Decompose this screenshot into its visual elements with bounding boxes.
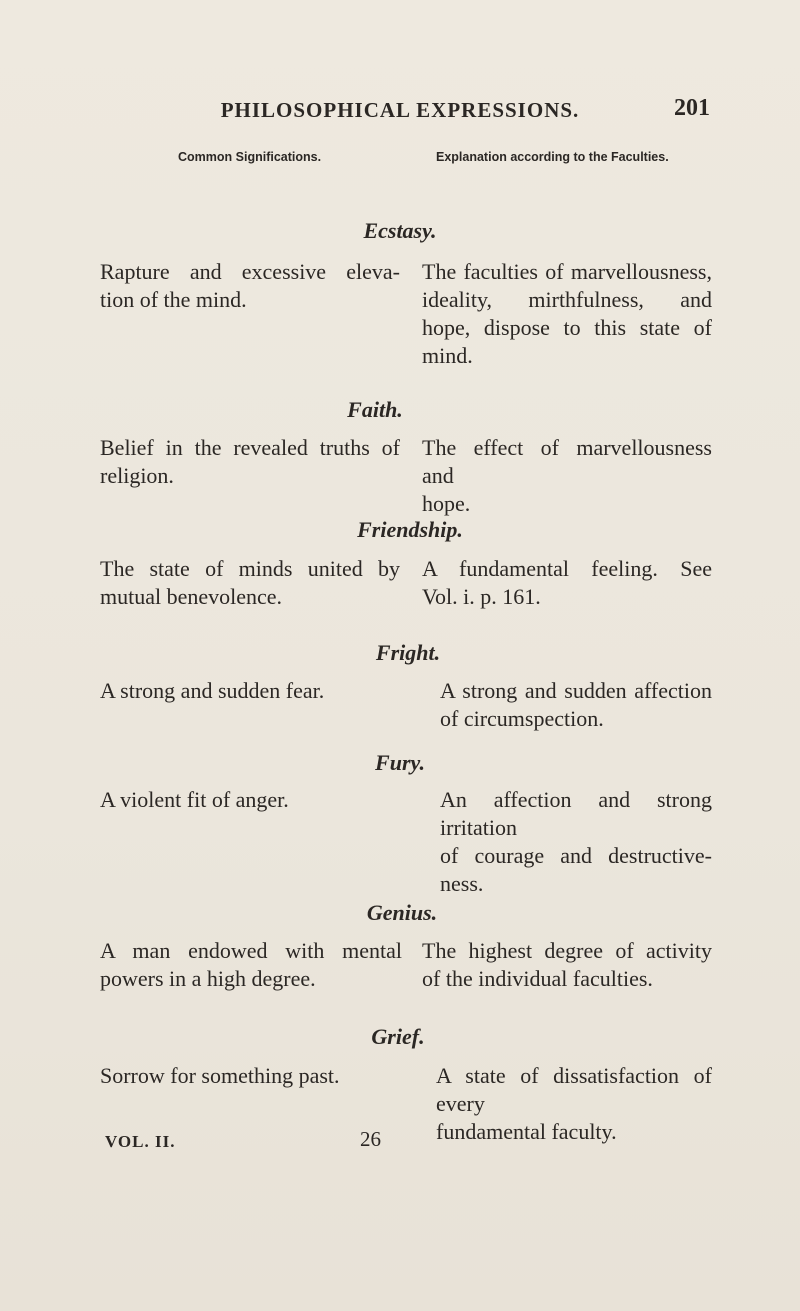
text-line: A fundamental feeling. See (422, 556, 712, 581)
text-line: powers in a high degree. (100, 966, 316, 991)
text-line: mutual benevolence. (100, 584, 283, 609)
text-line: mind. (422, 343, 473, 368)
text-line: Belief in the revealed truths of (100, 435, 400, 460)
text-line: Sorrow for something past. (100, 1063, 340, 1088)
common-signification (100, 786, 400, 814)
text-line: ness. (440, 871, 484, 896)
text-line: hope, dispose to this state of (422, 315, 712, 340)
text-line: A strong and sudden fear. (100, 678, 325, 703)
text-line: An affection and strong irritation (440, 787, 712, 840)
text-line: tion of the mind. (100, 287, 247, 312)
faculty-explanation (422, 434, 712, 518)
common-signification (100, 937, 402, 993)
column-heading-explanation: Explanation according to the Faculties. (436, 150, 669, 164)
common-signification (100, 434, 400, 490)
text-line: The state of minds united by (100, 556, 400, 581)
text-line: A man endowed with mental (100, 938, 402, 963)
text-line: of circumspection. (440, 706, 604, 731)
text-line: religion. (100, 463, 174, 488)
text-line: ideality, mirthfulness, and (422, 287, 712, 312)
term-heading: Fright. (375, 640, 441, 665)
text-line: Vol. i. p. 161. (422, 584, 541, 609)
text-line: hope. (422, 491, 471, 516)
text-line: of courage and destructive- (440, 843, 712, 868)
column-heading-common: Common Significations. (178, 150, 322, 164)
term-heading: Genius. (366, 900, 438, 925)
term-heading: Ecstasy. (363, 218, 437, 243)
common-signification (100, 258, 400, 314)
term-heading: Fury. (375, 750, 425, 775)
common-signification (100, 555, 400, 611)
term-heading: Faith. (347, 397, 403, 422)
text-line: A violent fit of anger. (100, 787, 289, 812)
common-signification (100, 1062, 400, 1090)
text-line: Rapture and excessive eleva- (100, 259, 400, 284)
faculty-explanation (422, 937, 712, 993)
text-line: The highest degree of activity (422, 938, 712, 963)
text-line: of the individual faculties. (422, 966, 653, 991)
running-title: PHILOSOPHICAL EXPRESSIONS. (220, 98, 580, 122)
faculty-explanation (440, 786, 712, 898)
sheet-number: 26 (360, 1127, 381, 1151)
common-signification (100, 677, 400, 705)
faculty-explanation (422, 555, 712, 611)
faculty-explanation (440, 677, 712, 733)
volume-signature: VOL. II. (105, 1132, 176, 1151)
term-heading: Grief. (371, 1024, 425, 1049)
page-number: 201 (674, 95, 710, 121)
faculty-explanation (436, 1062, 712, 1146)
text-line: The effect of marvellousness and (422, 435, 712, 488)
text-line: A state of dissatisfaction of every (436, 1063, 712, 1116)
term-heading: Friendship. (357, 517, 463, 542)
text-line: fundamental faculty. (436, 1119, 617, 1144)
faculty-explanation (422, 258, 712, 370)
text-line: A strong and sudden affection (440, 678, 712, 703)
text-line: The faculties of marvellousness, (422, 259, 712, 284)
